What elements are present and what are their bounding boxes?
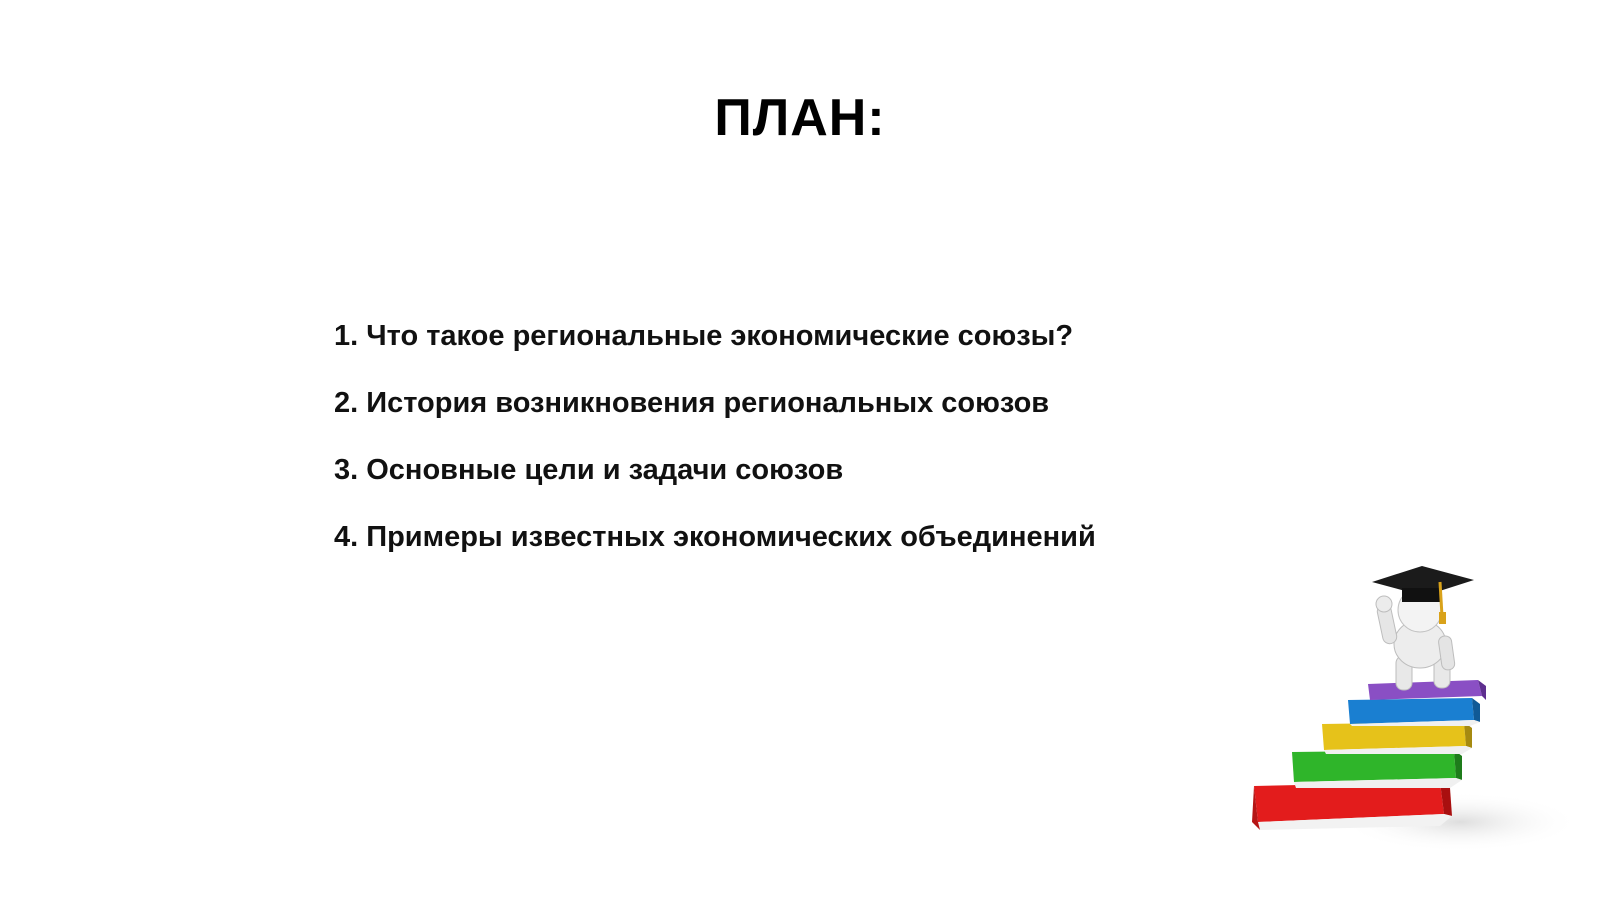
plan-item-1: 1. Что такое региональные экономические союзы? <box>334 320 1074 352</box>
plan-list <box>334 316 1096 584</box>
green-book <box>1292 750 1462 788</box>
graduate-on-books-icon <box>1250 560 1580 860</box>
red-book <box>1252 782 1452 830</box>
blue-book <box>1348 698 1480 726</box>
plan-item-2: 2. История возникновения региональных союзов <box>334 387 1050 419</box>
yellow-book <box>1322 722 1472 754</box>
graduate-figure <box>1372 566 1474 690</box>
plan-item-4: 4. Примеры известных экономических объединений <box>334 521 1096 553</box>
plan-item-3: 3. Основные цели и задачи союзов <box>334 454 844 486</box>
purple-book <box>1368 680 1486 700</box>
slide-title: ПЛАН: <box>714 89 886 147</box>
